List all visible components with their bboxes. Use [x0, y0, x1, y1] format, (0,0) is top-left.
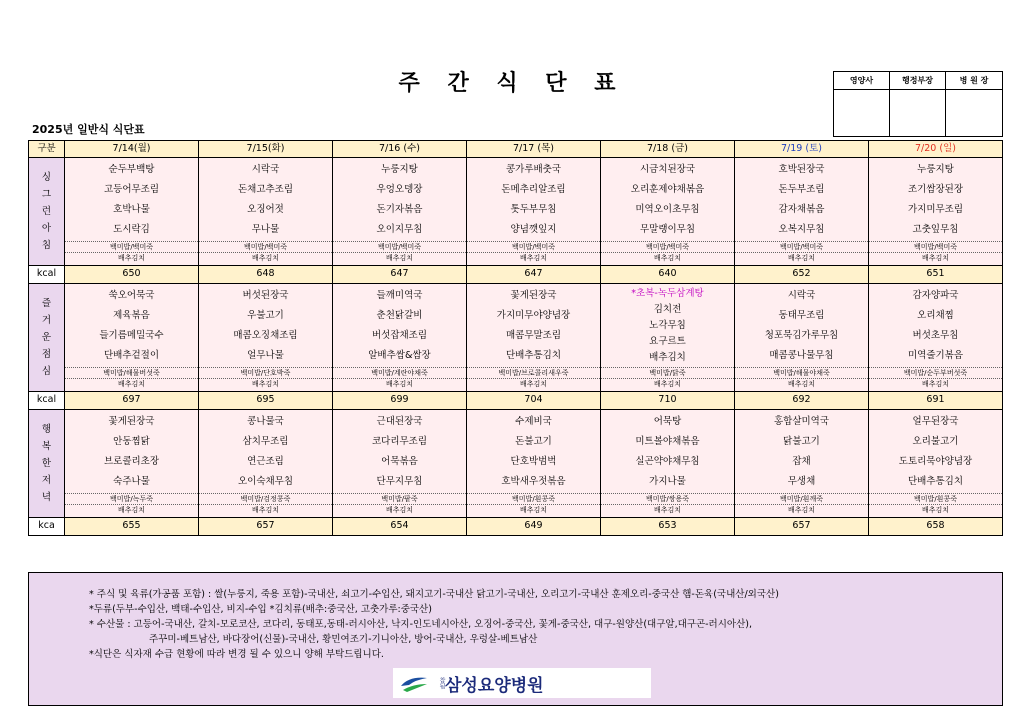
rice-porridge: 백미밥/백미죽: [601, 241, 734, 252]
kcal-value: 699: [333, 392, 467, 410]
menu-item: 어묵볶음: [381, 456, 418, 467]
menu-item: 조기쌈장된장: [907, 184, 964, 195]
day-header: 7/17 (목): [467, 141, 601, 158]
meal-label-char: 침: [41, 240, 52, 251]
menu-item: 코다리무조림: [371, 436, 428, 447]
hospital-logo-icon: [399, 672, 429, 694]
note-line: *두류(두부-수입산, 백태-수입산, 비지-수입 *김치류(배추:중국산, 고춧가루:중국산): [89, 604, 432, 615]
menu-item: 고등어무조림: [103, 184, 160, 195]
kcal-value: 649: [467, 518, 601, 536]
menu-item: 잡채: [792, 456, 811, 467]
kcal-value: 655: [65, 518, 199, 536]
menu-item: 제육볶음: [113, 310, 150, 321]
kcal-value: 697: [65, 392, 199, 410]
meal-cell: [65, 158, 199, 266]
kimchi: 배추김치: [467, 504, 600, 515]
meal-label-char: 복: [41, 441, 52, 452]
kcal-value: 648: [199, 266, 333, 284]
menu-item: 들기름메밀국수: [99, 330, 164, 341]
corner-cell: 구분: [29, 141, 65, 158]
rice-porridge: 백미밥/쌍용죽: [601, 493, 734, 504]
approval-sign-cell: [890, 90, 946, 136]
meal-cell: [467, 158, 601, 266]
meal-cell: [735, 284, 869, 392]
menu-item: 꽃게된장국: [510, 290, 557, 301]
menu-item: 단배추통김치: [907, 476, 964, 487]
meal-label: [29, 158, 65, 266]
kcal-value: 657: [199, 518, 333, 536]
rice-porridge: 백미밥/순두부버섯죽: [869, 367, 1002, 378]
meal-label-char: 거: [41, 315, 52, 326]
menu-item: 양념깻잎지: [510, 224, 557, 235]
meal-cell: [735, 410, 869, 518]
menu-item: 시락국: [787, 290, 816, 301]
menu-item: 돈불고기: [515, 436, 552, 447]
logo-small-text: 참됨: [438, 677, 445, 689]
rice-porridge: 백미밥/흰콩죽: [467, 493, 600, 504]
kcal-row: [29, 392, 1003, 410]
kimchi: 배추김치: [601, 378, 734, 389]
kcal-row: [29, 266, 1003, 284]
kcal-value: 652: [735, 266, 869, 284]
menu-item: 미역오이초무침: [635, 204, 700, 215]
kimchi: 배추김치: [735, 252, 868, 263]
rice-porridge: 백미밥/단호박죽: [199, 367, 332, 378]
menu-item: 호박나물: [113, 204, 150, 215]
kimchi: 배추김치: [333, 504, 466, 515]
menu-item: 매콤오징채조림: [233, 330, 298, 341]
meal-cell: [869, 410, 1003, 518]
kimchi: 배추김치: [65, 252, 198, 263]
menu-item: 돈메추리알조림: [501, 184, 566, 195]
kcal-value: 650: [65, 266, 199, 284]
menu-item: 버섯초무침: [912, 330, 959, 341]
kimchi: 배추김치: [869, 504, 1002, 515]
approval-nutritionist: 영양사: [834, 72, 890, 90]
day-header-sunday: 7/20 (일): [869, 141, 1003, 158]
menu-item: 도토리묵야양념장: [898, 456, 973, 467]
kimchi: 배추김치: [467, 252, 600, 263]
meal-label-char: 그: [41, 189, 52, 200]
kimchi: 배추김치: [601, 252, 734, 263]
meal-cell: [735, 158, 869, 266]
approval-sign-cell: [834, 90, 890, 136]
menu-item: 안동찜닭: [113, 436, 150, 447]
menu-item: 오징어젓: [247, 204, 284, 215]
rice-porridge: 백미밥/백미죽: [869, 241, 1002, 252]
meal-cell: [869, 284, 1003, 392]
kimchi: 배추김치: [333, 378, 466, 389]
hospital-logo: [393, 668, 651, 698]
menu-item: 미역줄기볶음: [907, 350, 964, 361]
menu-item: 연근조림: [247, 456, 284, 467]
menu-item: 단무지무침: [376, 476, 423, 487]
menu-item: 브로콜리초장: [103, 456, 160, 467]
menu-item: 버섯잡채조림: [371, 330, 428, 341]
menu-item: 오이숙채무침: [237, 476, 294, 487]
menu-item: 돈채고추조림: [237, 184, 294, 195]
rice-porridge: 백미밥/흰콩죽: [869, 493, 1002, 504]
rice-porridge: 백미밥/백미죽: [65, 241, 198, 252]
kcal-value: 647: [467, 266, 601, 284]
menu-item: 콩나물국: [247, 416, 284, 427]
menu-item: 오리불고기: [912, 436, 959, 447]
day-header-saturday: 7/19 (토): [735, 141, 869, 158]
kcal-value: 710: [601, 392, 735, 410]
note-line: 주꾸미-베트남산, 바다장어(신물)-국내산, 황민여조기-기니아산, 방어-국내산, 우렁살-베트남산: [149, 634, 538, 645]
menu-item: 버섯된장국: [242, 290, 289, 301]
kimchi: 배추김치: [199, 504, 332, 515]
menu-item: 도시락김: [113, 224, 150, 235]
menu-item: 시금치된장국: [639, 164, 696, 175]
note-line: * 주식 및 육류(가공품 포함) : 쌀(누룽지, 죽용 포함)-국내산, 쇠고기-수입산, 돼지고기-국내산 닭고기-국내산, 오리고기-국내산 훈제오리-중국산 햄-돈육(국내산/외국산): [89, 589, 779, 600]
approval-director: 병 원 장: [946, 72, 1002, 90]
menu-item: 닭불고기: [783, 436, 820, 447]
meal-label-char: 저: [41, 475, 52, 486]
rice-porridge: 백미밥/팥죽: [333, 493, 466, 504]
menu-item: 홍합살미역국: [773, 416, 830, 427]
kcal-value: 651: [869, 266, 1003, 284]
meal-label-char: 심: [41, 366, 52, 377]
menu-item: 알배추쌈&쌈장: [368, 350, 431, 361]
kimchi: 배추김치: [65, 378, 198, 389]
menu-item: 감자양파국: [912, 290, 959, 301]
menu-item: 삼치무조림: [242, 436, 289, 447]
kimchi: 배추김치: [869, 252, 1002, 263]
meal-cell: [467, 284, 601, 392]
meal-cell: [333, 158, 467, 266]
rice-porridge: 백미밥/흰깨죽: [735, 493, 868, 504]
hospital-name: 삼성요양병원: [445, 675, 544, 696]
menu-item: 오리훈제야채볶음: [630, 184, 705, 195]
menu-item: 매콤콩나물무침: [769, 350, 834, 361]
meal-cell: [601, 158, 735, 266]
kcal-value: 691: [869, 392, 1003, 410]
kimchi: 배추김치: [601, 504, 734, 515]
rice-porridge: 백미밥/해물야채죽: [735, 367, 868, 378]
kcal-value: 653: [601, 518, 735, 536]
kcal-value: 654: [333, 518, 467, 536]
menu-item: 매콤무말조림: [505, 330, 562, 341]
menu-item: 요구르트: [649, 336, 686, 347]
page-title: 주 간 식 단 표: [398, 71, 626, 96]
menu-item: 콩가루배춧국: [505, 164, 562, 175]
menu-item: 동태무조림: [778, 310, 825, 321]
menu-item: 감자채볶음: [778, 204, 825, 215]
menu-item: *초복-녹두삼계탕: [631, 288, 704, 299]
kcal-label: kca: [29, 518, 65, 536]
approval-sign-cell: [946, 90, 1002, 136]
meal-cell: [65, 284, 199, 392]
menu-item: 청포묵김가루무침: [764, 330, 839, 341]
menu-item: 수제비국: [515, 416, 552, 427]
menu-item: 고춧잎무침: [912, 224, 959, 235]
kimchi: 배추김치: [735, 504, 868, 515]
kimchi: 배추김치: [869, 378, 1002, 389]
rice-porridge: 백미밥/브로콜리새우죽: [467, 367, 600, 378]
menu-item: 숙주나물: [113, 476, 150, 487]
meal-label: [29, 410, 65, 518]
kimchi: 배추김치: [333, 252, 466, 263]
day-header: 7/18 (금): [601, 141, 735, 158]
meal-cell: [199, 410, 333, 518]
day-header: 7/14(월): [65, 141, 199, 158]
menu-item: 어묵탕: [653, 416, 682, 427]
menu-item: 노각무침: [649, 320, 686, 331]
kimchi: 배추김치: [65, 504, 198, 515]
day-header: 7/16 (수): [333, 141, 467, 158]
menu-item: 단배추겉절이: [103, 350, 160, 361]
menu-item: 무말랭이무침: [639, 224, 696, 235]
kimchi: 배추김치: [199, 252, 332, 263]
menu-item: 우불고기: [247, 310, 284, 321]
menu-item: 무나물: [251, 224, 280, 235]
meal-cell: [333, 284, 467, 392]
kcal-row: [29, 518, 1003, 536]
weekly-menu-table: [28, 140, 1003, 536]
meal-row: [29, 158, 1003, 266]
menu-item: 얼무나물: [247, 350, 284, 361]
meal-label-char: 싱: [41, 172, 52, 183]
meal-cell: [333, 410, 467, 518]
menu-item: 얼무된장국: [912, 416, 959, 427]
rice-porridge: 백미밥/녹두죽: [65, 493, 198, 504]
meal-label-char: 즐: [41, 298, 52, 309]
meal-cell: [199, 158, 333, 266]
meal-label-char: 런: [41, 206, 52, 217]
meal-cell: [601, 284, 735, 392]
menu-item: 쑥오어묵국: [108, 290, 155, 301]
meal-label-char: 아: [41, 223, 52, 234]
menu-item: 미트볼야채볶음: [635, 436, 700, 447]
rice-porridge: 백미밥/닭죽: [601, 367, 734, 378]
meal-label-char: 녁: [41, 492, 52, 503]
menu-item: 가지미무조림: [907, 204, 964, 215]
menu-item: 배추김치: [649, 352, 686, 363]
menu-item: 춘천닭갈비: [376, 310, 423, 321]
approval-box: [833, 71, 1003, 137]
meal-cell: [467, 410, 601, 518]
menu-item: 김치전: [653, 304, 682, 315]
menu-item: 우엉오뎅장: [376, 184, 423, 195]
menu-item: 누룽지탕: [381, 164, 418, 175]
menu-item: 실곤약야채무침: [635, 456, 700, 467]
menu-item: 단배추통김치: [505, 350, 562, 361]
day-header-row: [29, 141, 1003, 158]
menu-item: 무생채: [787, 476, 816, 487]
menu-item: 가지나물: [649, 476, 686, 487]
menu-item: 들깨미역국: [376, 290, 423, 301]
kcal-label: kcal: [29, 266, 65, 284]
meal-row: [29, 410, 1003, 518]
rice-porridge: 백미밥/백미죽: [467, 241, 600, 252]
menu-subtitle: 2025년 일반식 식단표: [32, 123, 145, 136]
kimchi: 배추김치: [735, 378, 868, 389]
approval-admin-head: 행정부장: [890, 72, 946, 90]
kimchi: 배추김치: [199, 378, 332, 389]
kimchi: 배추김치: [467, 378, 600, 389]
menu-item: 돈기자볶음: [376, 204, 423, 215]
menu-item: 꽃게된장국: [108, 416, 155, 427]
meal-cell: [65, 410, 199, 518]
menu-item: 호박새우젓볶음: [501, 476, 566, 487]
meal-cell: [601, 410, 735, 518]
meal-cell: [199, 284, 333, 392]
menu-item: 가지미무야양념장: [496, 310, 571, 321]
meal-label-char: 운: [41, 332, 52, 343]
note-line: * 수산물 : 고등어-국내산, 갈치-모로코산, 코다리, 동태포,동태-러시아산, 낙지-인도네시아산, 오징어-중국산, 꽃게-중국산, 대구-원양산(대구알,대구곤-러시아산),: [89, 619, 752, 630]
menu-item: 돈두부조림: [778, 184, 825, 195]
menu-item: 오리채찜: [917, 310, 954, 321]
day-header: 7/15(화): [199, 141, 333, 158]
kcal-value: 647: [333, 266, 467, 284]
menu-item: 시락국: [251, 164, 280, 175]
rice-porridge: 백미밥/검정콩죽: [199, 493, 332, 504]
note-line: *식단은 식자재 수급 현황에 따라 변경 될 수 있으니 양해 부탁드립니다.: [89, 649, 384, 660]
menu-item: 톳두부무침: [510, 204, 557, 215]
rice-porridge: 백미밥/백미죽: [333, 241, 466, 252]
menu-item: 근대된장국: [376, 416, 423, 427]
menu-item: 호박된장국: [778, 164, 825, 175]
menu-item: 오이지무침: [376, 224, 423, 235]
rice-porridge: 백미밥/계란야채죽: [333, 367, 466, 378]
kcal-value: 657: [735, 518, 869, 536]
kcal-value: 692: [735, 392, 869, 410]
rice-porridge: 백미밥/백미죽: [735, 241, 868, 252]
menu-item: 오복지무침: [778, 224, 825, 235]
kcal-value: 704: [467, 392, 601, 410]
menu-item: 누룽지탕: [917, 164, 954, 175]
meal-label-char: 점: [41, 349, 52, 360]
kcal-value: 658: [869, 518, 1003, 536]
kcal-value: 695: [199, 392, 333, 410]
rice-porridge: 백미밥/백미죽: [199, 241, 332, 252]
menu-item: 순두부백탕: [108, 164, 155, 175]
rice-porridge: 백미밥/해물버섯죽: [65, 367, 198, 378]
meal-label: [29, 284, 65, 392]
meal-label-char: 한: [41, 458, 52, 469]
kcal-label: kcal: [29, 392, 65, 410]
menu-item: 단호박범벅: [510, 456, 557, 467]
meal-cell: [869, 158, 1003, 266]
meal-label-char: 행: [41, 424, 52, 435]
kcal-value: 640: [601, 266, 735, 284]
meal-row: [29, 284, 1003, 392]
